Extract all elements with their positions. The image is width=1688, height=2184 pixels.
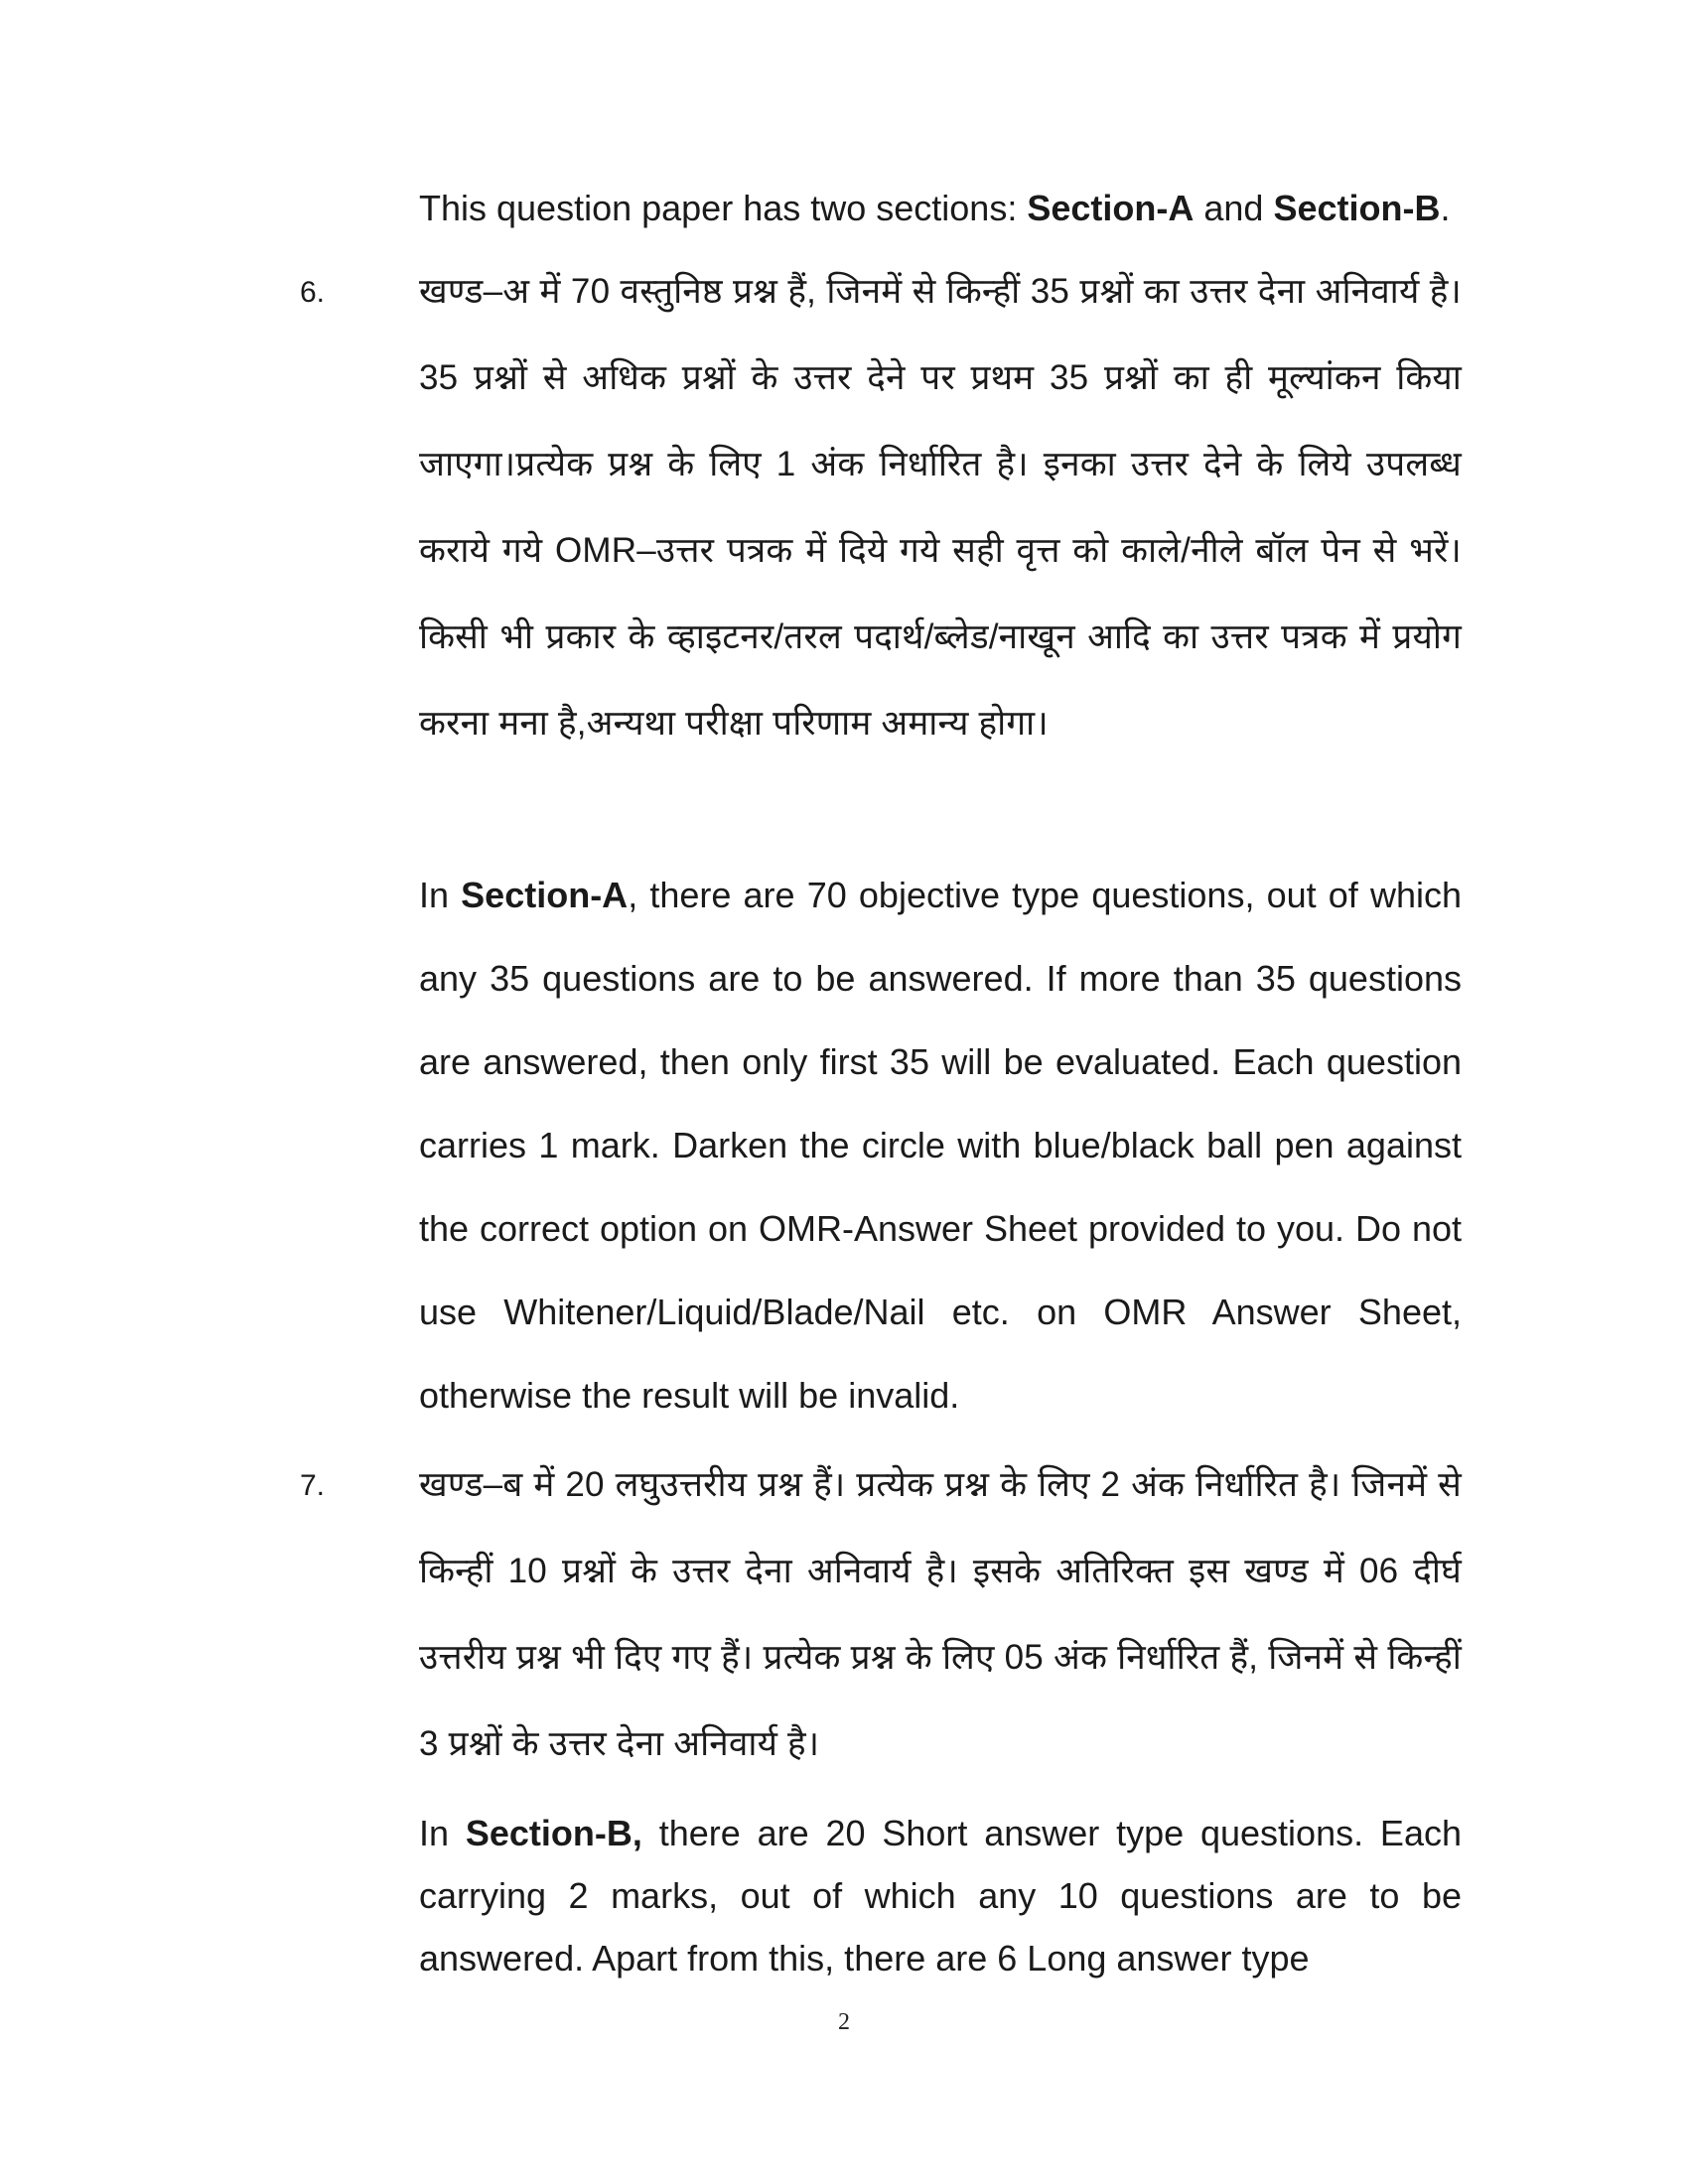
intro-suffix: . <box>1440 188 1451 228</box>
item-7-english-prefix: In <box>419 1813 466 1853</box>
item-6-english-rest: , there are 70 objective type questions, out of which any 35 questions are to be answered. If more than 35 questions are answered, then only first 35 will be evaluated. Each question carries 1 mark. Darken the circle with blue/black ball pen against the correct option on OMR-Answer Sheet provided to you. Do not use Whitener/Liquid/Blade/Nail etc. on OMR Answer Sheet, otherwise the result will be invalid. <box>419 875 1462 1416</box>
item-7-english-section: Section-B, <box>465 1813 642 1853</box>
item-6-english-section: Section-A <box>461 875 629 915</box>
item-6-number: 6. <box>300 276 326 309</box>
intro-prefix: This question paper has two sections: <box>419 188 1028 228</box>
intro-and: and <box>1194 188 1274 228</box>
item-7-number: 7. <box>300 1469 326 1502</box>
item-7-hindi-text: खण्ड–ब में 20 लघुउत्तरीय प्रश्न हैं। प्रत्येक प्रश्न के लिए 2 अंक निर्धारित है। जिनमें से किन्हीं 10 प्रश्नों के उत्तर देना अनिवार्य है। इसके अतिरिक्त इस खण्ड में 06 दीर्घ उत्तरीय प्रश्न भी दिए गए हैं। प्रत्येक प्रश्न के लिए 05 अंक निर्धारित हैं, जिनमें से किन्हीं 3 प्रश्नों के उत्तर देना अनिवार्य है। <box>419 1465 1462 1763</box>
section-b-label: Section-B <box>1273 188 1441 228</box>
item-7-english-rest: there are 20 Short answer type questions. Each carrying 2 marks, out of which any 10 questions are to be answered. Apart from this, there are 6 Long answer type <box>419 1813 1462 1979</box>
item-7-english-text <box>419 1802 1462 1989</box>
item-6-english-prefix: In <box>419 875 462 915</box>
item-6-english-text <box>419 854 1462 1437</box>
section-a-label: Section-A <box>1027 188 1195 228</box>
sections-intro-line <box>419 167 1462 250</box>
page-number: 2 <box>838 2009 850 2035</box>
item-6-hindi-text: खण्ड–अ में 70 वस्तुनिष्ठ प्रश्न हैं, जिनमें से किन्हीं 35 प्रश्नों का उत्तर देना अनिवार्य है। 35 प्रश्नों से अधिक प्रश्नों के उत्तर देने पर प्रथम 35 प्रश्नों का ही मूल्यांकन किया जाएगा।प्रत्येक प्रश्न के लिए 1 अंक निर्धारित है। इनका उत्तर देने के लिये उपलब्ध कराये गये OMR–उत्तर पत्रक में दिये गये सही वृत्त को काले/नीले बॉल पेन से भरें। किसी भी प्रकार के व्हाइटनर/तरल पदार्थ/ब्लेड/नाखून आदि का उत्तर पत्रक में प्रयोग करना मना है,अन्यथा परीक्षा परिणाम अमान्य होगा। <box>419 272 1462 743</box>
